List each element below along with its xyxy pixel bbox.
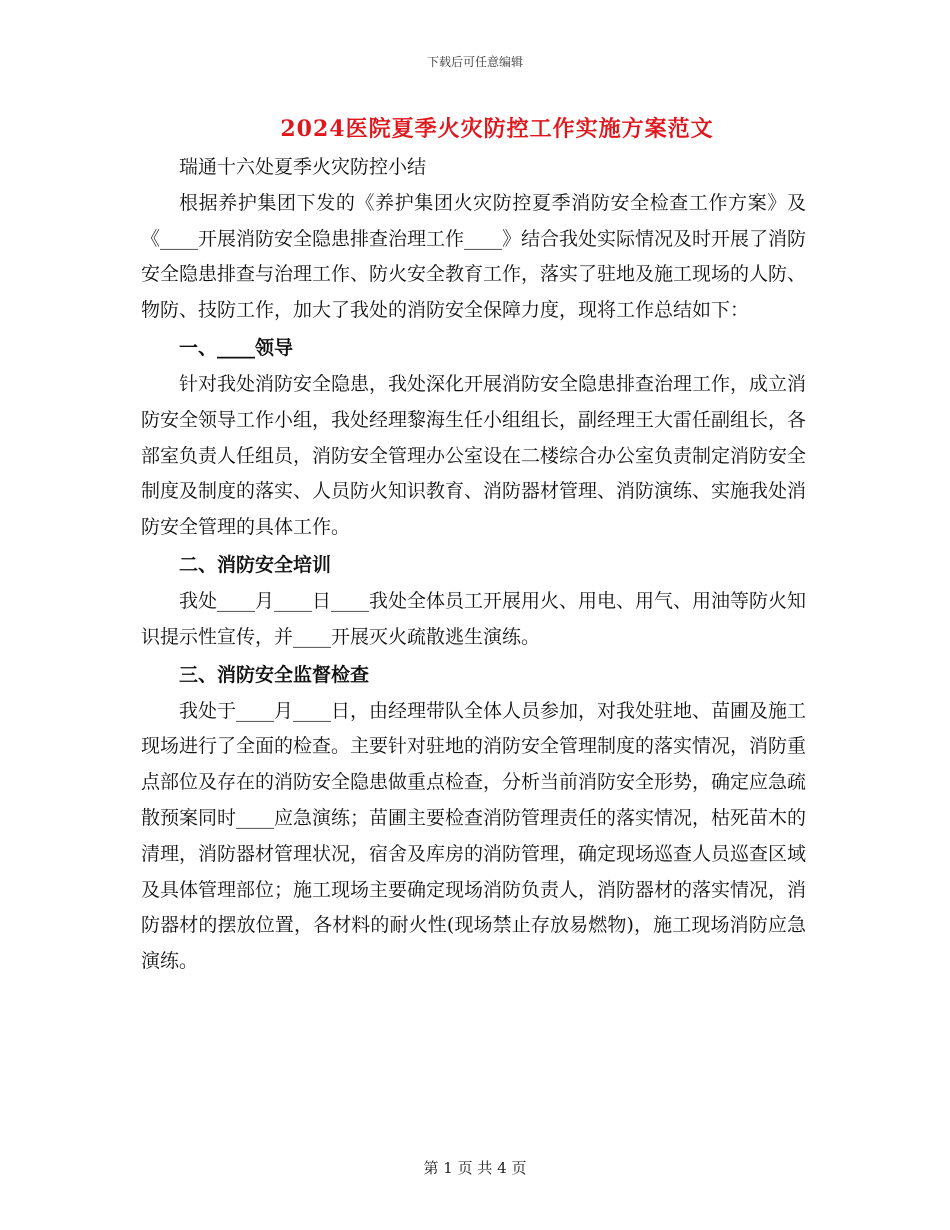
intro-paragraph: 根据养护集团下发的《养护集团火灾防控夏季消防安全检查工作方案》及《____开展消防安全隐患排查治理工作____》结合我处实际情况及时开展了消防安全隐患排查与治理工作、防火安全教育工作，落实了驻地及施工现场的人防、物防、技防工作，加大了我处的消防安全保障力度，现将工作总结如下： [141,191,807,322]
section-body-leadership: 针对我处消防安全隐患，我处深化开展消防安全隐患排查治理工作，成立消防安全领导工作小组，我处经理黎海生任小组组长，副经理王大雷任副组长，各部室负责人任组员，消防安全管理办公室设在二楼综合办公室负责制定消防安全制度及制度的落实、人员防火知识教育、消防器材管理、消防演练、实施我处消防安全管理的具体工作。 [141,372,807,539]
document-title: 2024医院夏季火灾防控工作实施方案范文 [280,116,714,142]
section-heading-training: 二、消防安全培训 [179,553,332,576]
header-note: 下载后可任意编辑 [426,55,523,69]
section-heading-inspection: 三、消防安全监督检查 [179,663,370,686]
section-heading-leadership: 一、____领导 [179,336,294,359]
subtitle-paragraph: 瑞通十六处夏季火灾防控小结 [179,156,427,178]
page-footer: 第 1 页 共 4 页 [423,1159,527,1177]
document-body [141,150,806,980]
section-body-inspection: 我处于____月____日，由经理带队全体人员参加，对我处驻地、苗圃及施工现场进行了全面的检查。主要针对驻地的消防安全管理制度的落实情况，消防重点部位及存在的消防安全隐患做重点检查，分析当前消防安全形势，确定应急疏散预案同时____应急演练；苗圃主要检查消防管理责任的落实情况，枯死苗木的清理，消防器材管理状况，宿舍及库房的消防管理，确定现场巡查人员巡查区域及具体管理部位；施工现场主要确定现场消防负责人，消防器材的落实情况，消防器材的摆放位置，各材料的耐火性(现场禁止存放易燃物)，施工现场消防应急演练。 [141,699,807,973]
section-body-training: 我处____月____日____我处全体员工开展用火、用电、用气、用油等防火知识提示性宣传，并____开展灭火疏散逃生演练。 [141,589,807,648]
